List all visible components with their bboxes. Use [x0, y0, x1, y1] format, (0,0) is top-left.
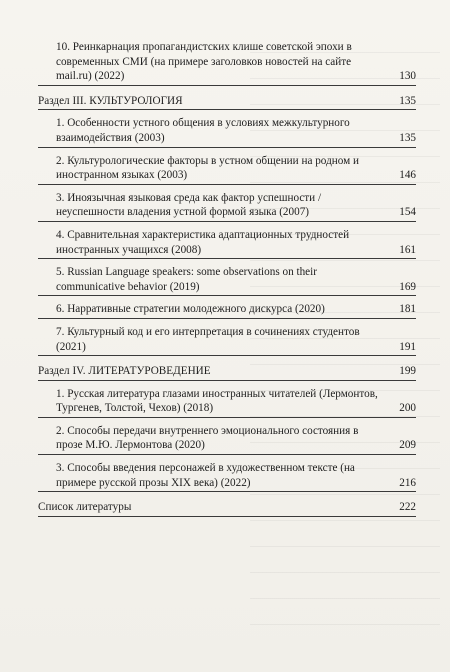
toc-entry-page: 209 — [399, 439, 416, 452]
toc-entry — [38, 422, 416, 455]
toc-entry-page: 216 — [399, 476, 416, 489]
toc-entry-page: 191 — [399, 340, 416, 353]
toc-entry — [38, 385, 416, 418]
toc-entry — [38, 114, 416, 147]
toc-section-page: 222 — [399, 501, 416, 514]
toc-entry — [38, 300, 416, 319]
table-of-contents — [38, 38, 416, 521]
toc-entry-title: 3. Иноязычная языковая среда как фактор успешности / неуспешности владения устной формой языка (2007) — [56, 191, 322, 219]
toc-entry — [38, 152, 416, 185]
toc-entry-title: 4. Сравнительная характеристика адаптационных трудностей иностранных учащихся (2008) — [56, 228, 350, 256]
toc-entry — [38, 323, 416, 356]
toc-entry-title: 1. Русская литература глазами иностранных читателей (Лермонтов, Тургенев, Толстой, Чехов) (2018) — [56, 387, 378, 415]
toc-section-page: 135 — [399, 94, 416, 107]
toc-entry-page: 130 — [399, 70, 416, 83]
toc-entry-title: 1. Особенности устного общения в условиях межкультурного взаимодействия (2003) — [56, 117, 350, 144]
toc-entry-title: 2. Культурологические факторы в устном общении на родном и иностранном языках (2003) — [56, 154, 359, 182]
toc-entry-page: 161 — [399, 243, 416, 256]
toc-entry-title: 3. Способы введения персонажей в художественном тексте (на примере русской прозы XIX века) (2022) — [56, 462, 355, 489]
toc-section-page: 199 — [399, 365, 416, 378]
toc-section-title: Раздел IV. ЛИТЕРАТУРОВЕДЕНИЕ — [38, 365, 211, 378]
toc-entry-page: 181 — [399, 303, 416, 316]
toc-entry-page: 135 — [399, 131, 416, 144]
toc-entry-title: 5. Russian Language speakers: some observations on their communicative behavior (2019) — [56, 266, 317, 293]
toc-entry-page: 169 — [399, 280, 416, 293]
toc-section — [38, 92, 416, 111]
toc-entry-page: 146 — [399, 169, 416, 182]
toc-entry — [38, 38, 416, 86]
toc-entry-page: 154 — [399, 206, 416, 219]
toc-section — [38, 498, 416, 517]
toc-entry-title: 7. Культурный код и его интерпретация в сочинениях студентов (2021) — [56, 325, 360, 353]
toc-section-title: Список литературы — [38, 501, 132, 514]
toc-section-title: Раздел III. КУЛЬТУРОЛОГИЯ — [38, 94, 183, 107]
toc-section — [38, 362, 416, 381]
toc-entry-title: 6. Нарративные стратегии молодежного дискурса (2020) — [56, 303, 325, 316]
toc-entry-title: 10. Реинкарнация пропагандистских клише советской эпохи в современных СМИ (на примере заголовков новостей на сайте mail.ru) (2022) — [56, 41, 352, 83]
toc-entry — [38, 226, 416, 259]
toc-entry — [38, 263, 416, 296]
toc-entry-title: 2. Способы передачи внутреннего эмоционального состояния в прозе М.Ю. Лермонтова (2020) — [56, 424, 359, 452]
toc-entry-page: 200 — [399, 402, 416, 415]
toc-entry — [38, 189, 416, 222]
toc-entry — [38, 459, 416, 492]
